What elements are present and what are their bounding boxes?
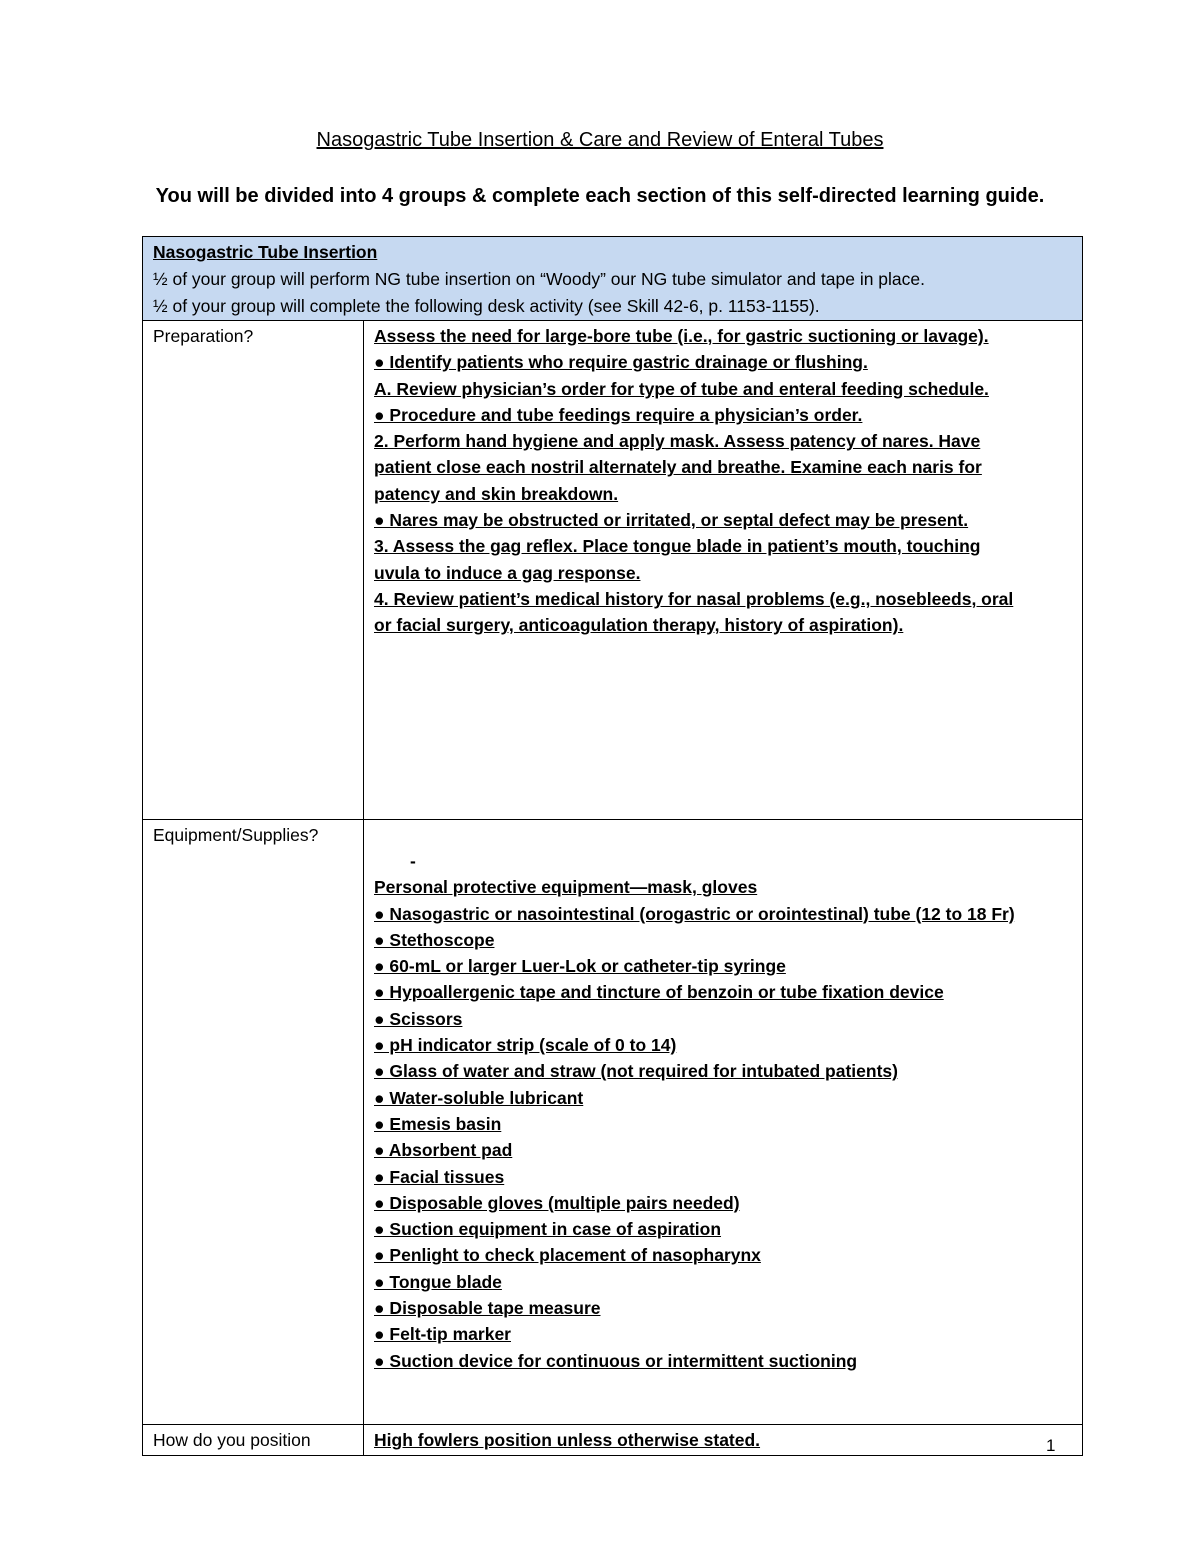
list-item: ● Water-soluble lubricant bbox=[374, 1087, 584, 1108]
list-item: ● Nasogastric or nasointestinal (orogastric or orointestinal) tube (12 to 18 Fr) bbox=[374, 903, 1015, 924]
header-instruction-1: ½ of your group will perform NG tube insertion on “Woody” our NG tube simulator and tape in place. bbox=[153, 269, 925, 289]
list-item: ● Stethoscope bbox=[374, 929, 495, 950]
list-item: ● Emesis basin bbox=[374, 1113, 502, 1134]
document-title: Nasogastric Tube Insertion & Care and Review of Enteral Tubes bbox=[316, 129, 884, 151]
list-item: Assess the need for large-bore tube (i.e., for gastric suctioning or lavage). bbox=[374, 326, 989, 346]
table-row-positioning bbox=[143, 1425, 1083, 1456]
list-item: ● Hypoallergenic tape and tincture of benzoin or tube fixation device bbox=[374, 982, 944, 1003]
header-instruction-2: ½ of your group will complete the following desk activity (see Skill 42-6, p. 1153-1155). bbox=[153, 296, 820, 316]
list-item: uvula to induce a gag response. bbox=[374, 562, 641, 583]
row-label: Equipment/Supplies? bbox=[143, 820, 364, 1425]
list-item: ● Procedure and tube feedings require a physician’s order. bbox=[374, 404, 863, 425]
page-number: 1 bbox=[1046, 1436, 1056, 1455]
table-row-equipment bbox=[143, 820, 1083, 1425]
list-item: A. Review physician’s order for type of tube and enteral feeding schedule. bbox=[374, 378, 989, 399]
list-item: ● Penlight to check placement of nasopharynx bbox=[374, 1245, 761, 1266]
list-item: ● Felt-tip marker bbox=[374, 1324, 511, 1345]
table-header-row bbox=[143, 237, 1083, 321]
list-item: Personal protective equipment—mask, gloves bbox=[374, 877, 758, 898]
list-item: ● Nares may be obstructed or irritated, or septal defect may be present. bbox=[374, 510, 969, 531]
list-item: ● pH indicator strip (scale of 0 to 14) bbox=[374, 1035, 677, 1056]
table-row-preparation bbox=[143, 321, 1083, 820]
list-item: patency and skin breakdown. bbox=[374, 483, 619, 504]
list-item: ● Disposable gloves (multiple pairs needed) bbox=[374, 1192, 740, 1213]
dash-marker: - bbox=[410, 851, 416, 871]
list-item: ● Suction device for continuous or intermittent suctioning bbox=[374, 1350, 858, 1371]
list-item: 3. Assess the gag reflex. Place tongue blade in patient’s mouth, touching bbox=[374, 536, 981, 557]
preparation-answer bbox=[364, 321, 1083, 820]
list-item: ● Suction equipment in case of aspiration bbox=[374, 1219, 722, 1240]
list-item: ● 60-mL or larger Luer-Lok or catheter-tip syringe bbox=[374, 956, 786, 977]
list-item: ● Facial tissues bbox=[374, 1166, 505, 1187]
list-item: ● Scissors bbox=[374, 1008, 463, 1029]
list-item: ● Disposable tape measure bbox=[374, 1298, 601, 1319]
table-header-cell bbox=[143, 237, 1083, 321]
document-subtitle: You will be divided into 4 groups & complete each section of this self-directed learning guide. bbox=[155, 185, 1045, 207]
list-item: High fowlers position unless otherwise stated. bbox=[374, 1430, 761, 1450]
list-item: 2. Perform hand hygiene and apply mask. Assess patency of nares. Have bbox=[374, 431, 981, 452]
list-item: ● Tongue blade bbox=[374, 1271, 502, 1292]
row-label: Preparation? bbox=[143, 321, 364, 820]
row-label: How do you position bbox=[143, 1425, 364, 1456]
list-item: 4. Review patient’s medical history for nasal problems (e.g., nosebleeds, oral bbox=[374, 588, 1014, 609]
equipment-answer bbox=[364, 820, 1083, 1425]
list-item: ● Glass of water and straw (not required for intubated patients) bbox=[374, 1061, 898, 1082]
list-item: patient close each nostril alternately and breathe. Examine each naris for bbox=[374, 457, 982, 478]
list-item: or facial surgery, anticoagulation therapy, history of aspiration). bbox=[374, 615, 904, 636]
list-item: ● Absorbent pad bbox=[374, 1140, 513, 1161]
list-item: ● Identify patients who require gastric drainage or flushing. bbox=[374, 352, 868, 373]
learning-guide-table bbox=[142, 236, 1083, 1456]
positioning-answer bbox=[364, 1425, 1083, 1456]
section-title: Nasogastric Tube Insertion bbox=[153, 242, 378, 262]
